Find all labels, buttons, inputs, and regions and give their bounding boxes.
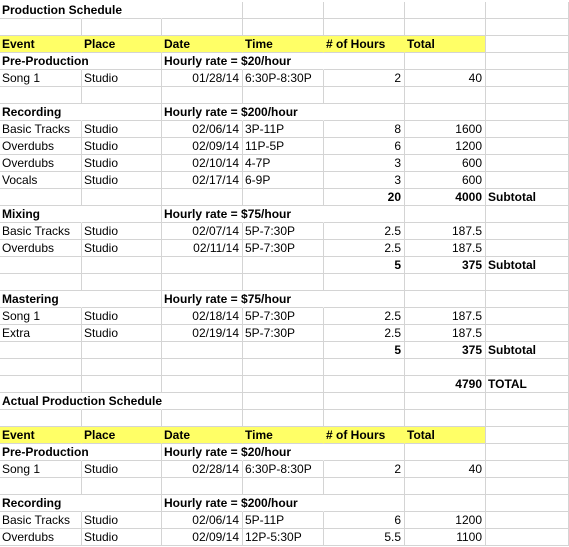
table-cell[interactable]: 6 bbox=[324, 512, 405, 529]
hourly-rate-label[interactable]: Hourly rate = $75/hour bbox=[164, 207, 292, 221]
table-cell[interactable]: Extra bbox=[0, 325, 82, 342]
table-cell[interactable]: 2.5 bbox=[324, 240, 405, 257]
sheet-row bbox=[0, 342, 569, 359]
sheet-row bbox=[0, 87, 569, 104]
cell[interactable] bbox=[0, 359, 82, 376]
sheet-row bbox=[0, 240, 569, 257]
sheet-row bbox=[0, 2, 569, 19]
table-cell[interactable] bbox=[486, 172, 569, 189]
table-cell[interactable]: 4-7P bbox=[243, 155, 324, 172]
table-cell[interactable]: 01/28/14 bbox=[162, 70, 243, 87]
cell[interactable] bbox=[243, 359, 324, 376]
cell[interactable] bbox=[405, 359, 486, 376]
sheet-row bbox=[0, 19, 569, 36]
table-cell[interactable]: 1200 bbox=[405, 512, 486, 529]
sheet-row bbox=[0, 325, 569, 342]
sheet-row bbox=[0, 223, 569, 240]
cell[interactable] bbox=[486, 2, 569, 19]
cell[interactable] bbox=[324, 104, 405, 121]
cell[interactable] bbox=[486, 206, 569, 223]
category-label[interactable]: Mastering bbox=[0, 291, 82, 308]
table-cell[interactable]: 2.5 bbox=[324, 325, 405, 342]
grand-total-label[interactable]: TOTAL bbox=[486, 376, 569, 393]
table-cell[interactable]: Studio bbox=[82, 512, 162, 529]
column-header[interactable]: Total bbox=[405, 36, 486, 53]
cell[interactable] bbox=[324, 19, 405, 36]
column-header[interactable]: # of Hours bbox=[324, 427, 405, 444]
sheet-row bbox=[0, 308, 569, 325]
cell[interactable] bbox=[82, 104, 162, 121]
cell[interactable] bbox=[405, 444, 486, 461]
cell[interactable] bbox=[243, 19, 324, 36]
cell[interactable] bbox=[405, 410, 486, 427]
cell[interactable] bbox=[162, 478, 243, 495]
subtotal-total[interactable]: 375 bbox=[405, 342, 486, 359]
sheet-row bbox=[0, 104, 569, 121]
cell[interactable] bbox=[82, 53, 162, 70]
column-header[interactable]: Place bbox=[82, 36, 162, 53]
sheet-row bbox=[0, 393, 569, 410]
column-header[interactable]: Date bbox=[162, 36, 243, 53]
sheet-row bbox=[0, 376, 569, 393]
sheet-row bbox=[0, 70, 569, 87]
table-cell[interactable]: 02/17/14 bbox=[162, 172, 243, 189]
table-cell[interactable]: Song 1 bbox=[0, 308, 82, 325]
subtotal-total[interactable]: 375 bbox=[405, 257, 486, 274]
cell[interactable] bbox=[0, 342, 82, 359]
hourly-rate-label[interactable]: Hourly rate = $200/hour bbox=[164, 105, 298, 119]
cell[interactable] bbox=[0, 189, 82, 206]
cell[interactable] bbox=[486, 291, 569, 308]
table-cell[interactable] bbox=[486, 138, 569, 155]
table-cell[interactable]: Studio bbox=[82, 172, 162, 189]
cell[interactable] bbox=[0, 274, 82, 291]
table-cell[interactable]: 02/09/14 bbox=[162, 529, 243, 546]
cell[interactable] bbox=[82, 19, 162, 36]
table-cell[interactable]: 5.5 bbox=[324, 529, 405, 546]
subtotal-label[interactable]: Subtotal bbox=[486, 257, 569, 274]
cell[interactable] bbox=[486, 444, 569, 461]
sheet-row bbox=[0, 444, 569, 461]
sheet-row bbox=[0, 495, 569, 512]
table-cell[interactable] bbox=[486, 223, 569, 240]
table-cell[interactable]: 5P-11P bbox=[243, 512, 324, 529]
column-header[interactable]: Event bbox=[0, 427, 82, 444]
cell[interactable] bbox=[82, 495, 162, 512]
cell[interactable] bbox=[162, 376, 243, 393]
table-cell[interactable]: 2 bbox=[324, 70, 405, 87]
table-cell[interactable]: 3P-11P bbox=[243, 121, 324, 138]
table-cell[interactable]: 40 bbox=[405, 70, 486, 87]
column-header[interactable]: Date bbox=[162, 427, 243, 444]
sheet-row bbox=[0, 36, 569, 53]
hourly-rate-label[interactable]: Hourly rate = $20/hour bbox=[164, 445, 292, 459]
table-cell[interactable] bbox=[486, 155, 569, 172]
cell[interactable] bbox=[0, 87, 82, 104]
cell[interactable] bbox=[405, 495, 486, 512]
sheet-row bbox=[0, 257, 569, 274]
sheet-row bbox=[0, 291, 569, 308]
cell[interactable] bbox=[0, 257, 82, 274]
column-header[interactable]: Place bbox=[82, 427, 162, 444]
sheet-row bbox=[0, 359, 569, 376]
sheet-row bbox=[0, 410, 569, 427]
cell[interactable] bbox=[243, 274, 324, 291]
cell[interactable] bbox=[405, 2, 486, 19]
category-label[interactable]: Recording bbox=[0, 104, 82, 121]
cell[interactable] bbox=[82, 359, 162, 376]
cell[interactable] bbox=[405, 478, 486, 495]
cell[interactable] bbox=[486, 359, 569, 376]
table-cell[interactable]: Studio bbox=[82, 461, 162, 478]
table-cell[interactable]: 02/10/14 bbox=[162, 155, 243, 172]
table-cell[interactable]: 6-9P bbox=[243, 172, 324, 189]
cell[interactable] bbox=[0, 376, 82, 393]
cell[interactable] bbox=[243, 257, 324, 274]
cell[interactable] bbox=[0, 478, 82, 495]
cell[interactable] bbox=[405, 393, 486, 410]
cell[interactable] bbox=[162, 393, 243, 410]
sheet-row bbox=[0, 172, 569, 189]
table-cell[interactable]: 1200 bbox=[405, 138, 486, 155]
table-cell[interactable]: Studio bbox=[82, 155, 162, 172]
subtotal-hours[interactable]: 5 bbox=[324, 342, 405, 359]
table-cell[interactable]: Song 1 bbox=[0, 461, 82, 478]
table-cell[interactable]: 2.5 bbox=[324, 223, 405, 240]
hourly-rate-label[interactable]: Hourly rate = $75/hour bbox=[164, 292, 292, 306]
section-title[interactable]: Production Schedule bbox=[2, 3, 123, 17]
cell[interactable] bbox=[324, 444, 405, 461]
table-cell[interactable] bbox=[486, 70, 569, 87]
sheet-row bbox=[0, 274, 569, 291]
cell[interactable] bbox=[324, 410, 405, 427]
cell[interactable] bbox=[162, 87, 243, 104]
cell[interactable] bbox=[82, 342, 162, 359]
table-cell[interactable]: 3 bbox=[324, 172, 405, 189]
category-label[interactable]: Recording bbox=[0, 495, 82, 512]
table-cell[interactable]: 02/11/14 bbox=[162, 240, 243, 257]
sheet-row bbox=[0, 206, 569, 223]
cell[interactable] bbox=[82, 206, 162, 223]
cell[interactable] bbox=[486, 87, 569, 104]
column-header[interactable] bbox=[486, 36, 569, 53]
table-cell[interactable]: 600 bbox=[405, 172, 486, 189]
cell[interactable] bbox=[0, 19, 82, 36]
table-cell[interactable] bbox=[486, 308, 569, 325]
table-cell[interactable]: 3 bbox=[324, 155, 405, 172]
cell[interactable] bbox=[324, 2, 405, 19]
cell[interactable] bbox=[324, 206, 405, 223]
sheet-row bbox=[0, 155, 569, 172]
column-header[interactable]: Total bbox=[405, 427, 486, 444]
table-cell[interactable]: 02/09/14 bbox=[162, 138, 243, 155]
cell[interactable] bbox=[243, 342, 324, 359]
subtotal-hours[interactable]: 5 bbox=[324, 257, 405, 274]
table-cell[interactable]: 1100 bbox=[405, 529, 486, 546]
cell[interactable] bbox=[486, 53, 569, 70]
cell[interactable] bbox=[405, 104, 486, 121]
grand-total-value[interactable]: 4790 bbox=[405, 376, 486, 393]
sheet-row bbox=[0, 138, 569, 155]
cell[interactable] bbox=[486, 104, 569, 121]
sheet-row bbox=[0, 121, 569, 138]
table-cell[interactable]: 187.5 bbox=[405, 308, 486, 325]
table-cell[interactable]: 02/18/14 bbox=[162, 308, 243, 325]
sheet-row bbox=[0, 427, 569, 444]
table-cell[interactable]: 5P-7:30P bbox=[243, 223, 324, 240]
cell[interactable] bbox=[486, 495, 569, 512]
hourly-rate-label[interactable]: Hourly rate = $20/hour bbox=[164, 54, 292, 68]
cell[interactable] bbox=[405, 206, 486, 223]
cell[interactable] bbox=[162, 274, 243, 291]
table-cell[interactable]: 187.5 bbox=[405, 325, 486, 342]
cell[interactable] bbox=[324, 376, 405, 393]
table-cell[interactable]: 2 bbox=[324, 461, 405, 478]
cell[interactable] bbox=[486, 393, 569, 410]
cell[interactable] bbox=[324, 274, 405, 291]
table-cell[interactable]: Studio bbox=[82, 308, 162, 325]
table-cell[interactable]: 600 bbox=[405, 155, 486, 172]
cell[interactable] bbox=[405, 19, 486, 36]
cell[interactable] bbox=[405, 53, 486, 70]
cell[interactable] bbox=[243, 87, 324, 104]
cell[interactable] bbox=[82, 291, 162, 308]
table-cell[interactable]: Studio bbox=[82, 223, 162, 240]
cell[interactable] bbox=[405, 291, 486, 308]
table-cell[interactable]: Basic Tracks bbox=[0, 121, 82, 138]
table-cell[interactable] bbox=[486, 121, 569, 138]
table-cell[interactable]: Overdubs bbox=[0, 240, 82, 257]
cell[interactable] bbox=[243, 376, 324, 393]
cell[interactable] bbox=[324, 393, 405, 410]
cell[interactable] bbox=[162, 359, 243, 376]
table-cell[interactable]: Studio bbox=[82, 70, 162, 87]
table-cell[interactable] bbox=[486, 461, 569, 478]
table-cell[interactable]: Overdubs bbox=[0, 138, 82, 155]
cell[interactable] bbox=[243, 478, 324, 495]
subtotal-label[interactable]: Subtotal bbox=[486, 189, 569, 206]
cell[interactable] bbox=[324, 478, 405, 495]
cell[interactable] bbox=[405, 87, 486, 104]
cell[interactable] bbox=[162, 19, 243, 36]
cell[interactable] bbox=[324, 87, 405, 104]
cell[interactable] bbox=[324, 53, 405, 70]
table-cell[interactable]: 8 bbox=[324, 121, 405, 138]
subtotal-hours[interactable]: 20 bbox=[324, 189, 405, 206]
category-label[interactable]: Pre-Production bbox=[2, 445, 89, 459]
table-cell[interactable]: 1600 bbox=[405, 121, 486, 138]
cell[interactable] bbox=[162, 342, 243, 359]
table-cell[interactable]: Overdubs bbox=[0, 529, 82, 546]
column-header[interactable]: Time bbox=[243, 427, 324, 444]
table-cell[interactable]: 5P-7:30P bbox=[243, 308, 324, 325]
table-cell[interactable]: 6:30P-8:30P bbox=[243, 70, 324, 87]
table-cell[interactable]: Studio bbox=[82, 121, 162, 138]
cell[interactable] bbox=[82, 87, 162, 104]
table-cell[interactable]: 187.5 bbox=[405, 223, 486, 240]
cell[interactable] bbox=[486, 478, 569, 495]
section-title[interactable]: Actual Production Schedule bbox=[2, 394, 163, 408]
table-cell[interactable]: 02/06/14 bbox=[162, 121, 243, 138]
cell[interactable] bbox=[82, 410, 162, 427]
table-cell[interactable] bbox=[486, 512, 569, 529]
table-cell[interactable]: Song 1 bbox=[0, 70, 82, 87]
table-cell[interactable]: 5P-7:30P bbox=[243, 240, 324, 257]
table-cell[interactable]: 6 bbox=[324, 138, 405, 155]
cell[interactable] bbox=[243, 189, 324, 206]
cell[interactable] bbox=[162, 257, 243, 274]
category-label[interactable]: Mixing bbox=[0, 206, 82, 223]
table-cell[interactable]: 5P-7:30P bbox=[243, 325, 324, 342]
table-cell[interactable]: 02/28/14 bbox=[162, 461, 243, 478]
cell[interactable] bbox=[82, 274, 162, 291]
cell[interactable] bbox=[162, 2, 243, 19]
table-cell[interactable]: Studio bbox=[82, 529, 162, 546]
cell[interactable] bbox=[0, 410, 82, 427]
table-cell[interactable]: 02/19/14 bbox=[162, 325, 243, 342]
column-header[interactable]: Time bbox=[243, 36, 324, 53]
sheet-row bbox=[0, 461, 569, 478]
table-cell[interactable]: 12P-5:30P bbox=[243, 529, 324, 546]
cell[interactable] bbox=[162, 410, 243, 427]
table-cell[interactable]: Vocals bbox=[0, 172, 82, 189]
cell[interactable] bbox=[82, 376, 162, 393]
table-cell[interactable]: Overdubs bbox=[0, 155, 82, 172]
cell[interactable] bbox=[486, 19, 569, 36]
sheet-row bbox=[0, 529, 569, 546]
table-cell[interactable] bbox=[486, 529, 569, 546]
table-cell[interactable]: 187.5 bbox=[405, 240, 486, 257]
table-cell[interactable] bbox=[486, 240, 569, 257]
category-label[interactable]: Pre-Production bbox=[2, 54, 89, 68]
table-cell[interactable] bbox=[486, 325, 569, 342]
cell[interactable] bbox=[82, 257, 162, 274]
spreadsheet-grid bbox=[0, 2, 569, 547]
sheet-row bbox=[0, 478, 569, 495]
subtotal-total[interactable]: 4000 bbox=[405, 189, 486, 206]
table-cell[interactable]: Basic Tracks bbox=[0, 512, 82, 529]
table-cell[interactable]: Basic Tracks bbox=[0, 223, 82, 240]
cell[interactable] bbox=[324, 359, 405, 376]
table-cell[interactable]: Studio bbox=[82, 325, 162, 342]
table-cell[interactable]: 02/07/14 bbox=[162, 223, 243, 240]
table-cell[interactable]: Studio bbox=[82, 240, 162, 257]
sheet-row bbox=[0, 53, 569, 70]
table-cell[interactable]: 2.5 bbox=[324, 308, 405, 325]
table-cell[interactable]: 6:30P-8:30P bbox=[243, 461, 324, 478]
cell[interactable] bbox=[486, 274, 569, 291]
cell[interactable] bbox=[324, 291, 405, 308]
cell[interactable] bbox=[243, 410, 324, 427]
cell[interactable] bbox=[243, 393, 324, 410]
cell[interactable] bbox=[486, 410, 569, 427]
sheet-row bbox=[0, 512, 569, 529]
table-cell[interactable]: Studio bbox=[82, 138, 162, 155]
cell[interactable] bbox=[405, 274, 486, 291]
table-cell[interactable]: 40 bbox=[405, 461, 486, 478]
hourly-rate-label[interactable]: Hourly rate = $200/hour bbox=[164, 496, 298, 510]
cell[interactable] bbox=[82, 444, 162, 461]
cell[interactable] bbox=[162, 189, 243, 206]
cell[interactable] bbox=[82, 478, 162, 495]
column-header[interactable]: Event bbox=[0, 36, 82, 53]
cell[interactable] bbox=[243, 2, 324, 19]
table-cell[interactable]: 11P-5P bbox=[243, 138, 324, 155]
sheet-row bbox=[0, 189, 569, 206]
column-header[interactable]: # of Hours bbox=[324, 36, 405, 53]
subtotal-label[interactable]: Subtotal bbox=[486, 342, 569, 359]
column-header[interactable] bbox=[486, 427, 569, 444]
table-cell[interactable]: 02/06/14 bbox=[162, 512, 243, 529]
cell[interactable] bbox=[324, 495, 405, 512]
cell[interactable] bbox=[82, 189, 162, 206]
